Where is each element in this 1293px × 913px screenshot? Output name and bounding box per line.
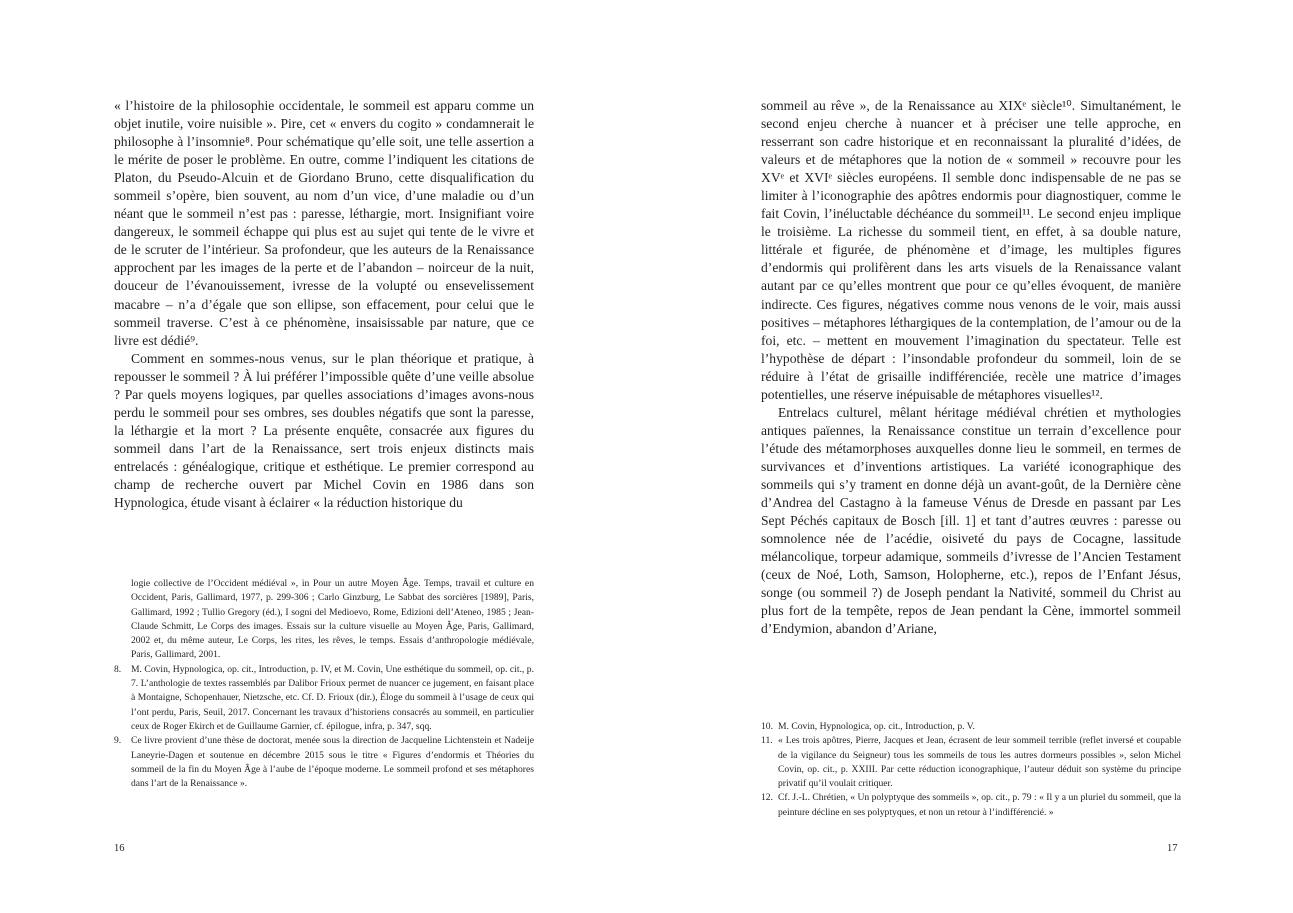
footnote-number: 8. [114, 663, 122, 675]
left-footnotes [114, 577, 534, 791]
footnote-text: logie collective de l’Occident médiéval », in Pour un autre Moyen Âge. Temps, travail et culture en Occident, Paris, Gallimard, 1977, p. 299-306 ; Carlo Ginzburg, Le Sabbat des sorcières [1989], Paris, Gallimard, 1992 ; Tullio Gregory (éd.), I sogni del Medioevo, Rome, Edizioni dell’Ateneo, 1985 ; Jean-Claude Schmitt, Le Corps des images. Essais sur la culture visuelle au Moyen Âge, Paris, Gallimard, 2002 et, du même auteur, Le Corps, les rites, les rêves, le temps. Essais d’anthropologie médiévale, Paris, Gallimard, 2001. [131, 578, 534, 661]
footnote-text: M. Covin, Hypnologica, op. cit., Introduction, p. V. [778, 721, 975, 732]
paragraph: sommeil au rêve », de la Renaissance au XIXᵉ siècle¹⁰. Simultanément, le second enjeu cherche à nuancer et à préciser une telle approche, en resserrant son cadre historique et en reconnaissant la pluralité d’idées, de valeurs et de métaphores que la notion de « sommeil » recouvre pour les XVᵉ et XVIᵉ siècles européens. Il semble donc indispensable de ne pas se limiter à l’iconographie des apôtres endormis pour diagnostiquer, comme le fait Covin, l’inéluctable déchéance du sommeil¹¹. Le second enjeu implique le troisième. La richesse du sommeil tient, en effet, à sa double nature, littérale et figurée, de phénomène et d’image, les multiples figures d’endormis qui prolifèrent dans les arts visuels de la Renaissance valant autant par ce qu’elles montrent que pour ce qu’elles évoquent, de manière indirecte. Ces figures, négatives comme nous venons de le voir, mais aussi positives – métaphores léthargiques de la contemplation, de l’amour ou de la foi, etc. – mettent en mouvement l’imagination du spectateur. Telle est l’hypothèse de départ : l’insondable profondeur du sommeil, loin de se réduire à l’état de grisaille indifférenciée, recèle une matrice d’images potentielles, une réserve inépuisable de métaphores visuelles¹². [761, 98, 1181, 402]
footnote-number: 10. [761, 721, 773, 732]
page-number: 16 [114, 843, 125, 854]
left-body-text [114, 97, 534, 512]
footnote-text: Ce livre provient d’une thèse de doctorat, menée sous la direction de Jacqueline Lichtenstein et Nadeije Laneyrie-Dagen et soutenue en décembre 2015 sous le titre « Figures d’endormis et Théories du sommeil de la fin du Moyen Âge à l’aube de l’époque moderne. Le sommeil profond et ses métaphores dans l’art de la Renaissance ». [131, 735, 534, 790]
footnote-number: 9. [114, 735, 122, 747]
paragraph: « l’histoire de la philosophie occidentale, le sommeil est apparu comme un objet inutile, voire nuisible ». Pire, cet « envers du cogito » condamnerait le philosophe à l’insomnie⁸. Pour schématique qu’elle soit, une telle assertion a le mérite de poser le problème. En outre, comme l’indiquent les citations de Platon, du Pseudo-Alcuin et de Giordano Bruno, cette disqualification du sommeil s’opère, bien souvent, au nom d’un vice, d’une maladie ou d’un néant que le sommeil n’est pas : paresse, léthargie, mort. Insignifiant voire dangereux, le sommeil échappe qui plus est au sujet qui tente de le vivre et de le scruter de l’intérieur. Sa profondeur, que les auteurs de la Renaissance approchent par les images de la perte et de l’abandon – noirceur de la nuit, douceur de l’évanouissement, ivresse de la volupté ou ensevelissement macabre – n’a d’égale que son ellipse, son effacement, pour celui que le sommeil traverse. C’est à ce phénomène, insaisissable par nature, que ce livre est dédié⁹. [114, 98, 534, 348]
footnote-text: M. Covin, Hypnologica, op. cit., Introduction, p. IV, et M. Covin, Une esthétique du sommeil, op. cit., p. 7. L’anthologie de textes rassemblés par Dalibor Frioux permet de nuancer ce jugement, en faisant place à Montaigne, Schopenhauer, Nietzsche, etc. Cf. D. Frioux (dir.), Éloge du sommeil à l’usage de ceux qui l’ont perdu, Paris, Seuil, 2017. Concernant les travaux d’historiens consacrés au sommeil, en particulier ceux de Roger Ekirch et de Guillaume Garnier, cf. épilogue, infra, p. 347, sqq. [131, 663, 534, 732]
paragraph: Entrelacs culturel, mêlant héritage médiéval chrétien et mythologies antiques païennes, la Renaissance constitue un terrain d’excellence pour l’étude des métamorphoses auxquelles donne lieu le sommeil, en termes de survivances et d’inventions artistiques. La variété iconographique des sommeils qui s’y trament en donne déjà un avant-goût, de la Dernière cène d’Andrea del Castagno à la fameuse Vénus de Dresde en passant par Les Sept Péchés capitaux de Bosch [ill. 1] et tant d’autres œuvres : paresse ou somnolence née de l’acédie, oisiveté du pays de Cocagne, lassitude mélancolique, torpeur adamique, sommeils d’ivresse de l’Ancien Testament (ceux de Noé, Loth, Samson, Holopherne, etc.), repos de l’Enfant Jésus, songe (ou sommeil ?) de Joseph pendant la Nativité, sommeil du Christ au plus fort de la tempête, repos de Jean pendant la Cène, immortel sommeil d’Endymion, abandon d’Ariane, [761, 404, 1181, 637]
paragraph: Comment en sommes-nous venus, sur le plan théorique et pratique, à repousser le sommeil ? À lui préférer l’impossible quête d’une veille absolue ? Par quels moyens logiques, par quelles associations d’images avons-nous perdu le sommeil pour ses ombres, ses doubles négatifs que sont la paresse, la léthargie et la mort ? La présente enquête, consacrée aux figures du sommeil dans l’art de la Renaissance, sert trois enjeux distincts mais entrelacés : généalogique, critique et esthétique. Le premier correspond au champ de recherche ouvert par Michel Covin en 1986 dans son Hypnologica, étude visant à éclairer « la réduction historique du [114, 350, 534, 511]
footnote-text: Cf. J.-L. Chrétien, « Un polyptyque des sommeils », op. cit., p. 79 : « Il y a un pluriel du sommeil, que la peinture décline en ses polyptyques, et non un retour à l’indifférencié. » [778, 792, 1181, 818]
right-page [647, 0, 1293, 913]
footnote [761, 791, 1181, 820]
footnote [761, 720, 1181, 734]
footnote [114, 734, 534, 791]
footnote-number: 11. [761, 735, 773, 747]
page-number: 17 [1167, 843, 1178, 854]
right-footnotes [761, 720, 1181, 820]
footnote [761, 734, 1181, 791]
footnote-number: 12. [761, 792, 773, 804]
footnote [114, 663, 534, 734]
footnote-continuation [114, 577, 534, 663]
footnote-text: « Les trois apôtres, Pierre, Jacques et Jean, écrasent de leur sommeil terrible (reflet inversé et coupable de la vigilance du Seigneur) tous les sommeils de tous les autres dormeurs possibles », selon Michel Covin, op. cit., p. XXIII. Par cette réduction iconographique, l’auteur déduit son système du principe privatif qu’il voulait critiquer. [778, 735, 1181, 790]
right-body-text [761, 97, 1181, 638]
left-page [0, 0, 646, 913]
